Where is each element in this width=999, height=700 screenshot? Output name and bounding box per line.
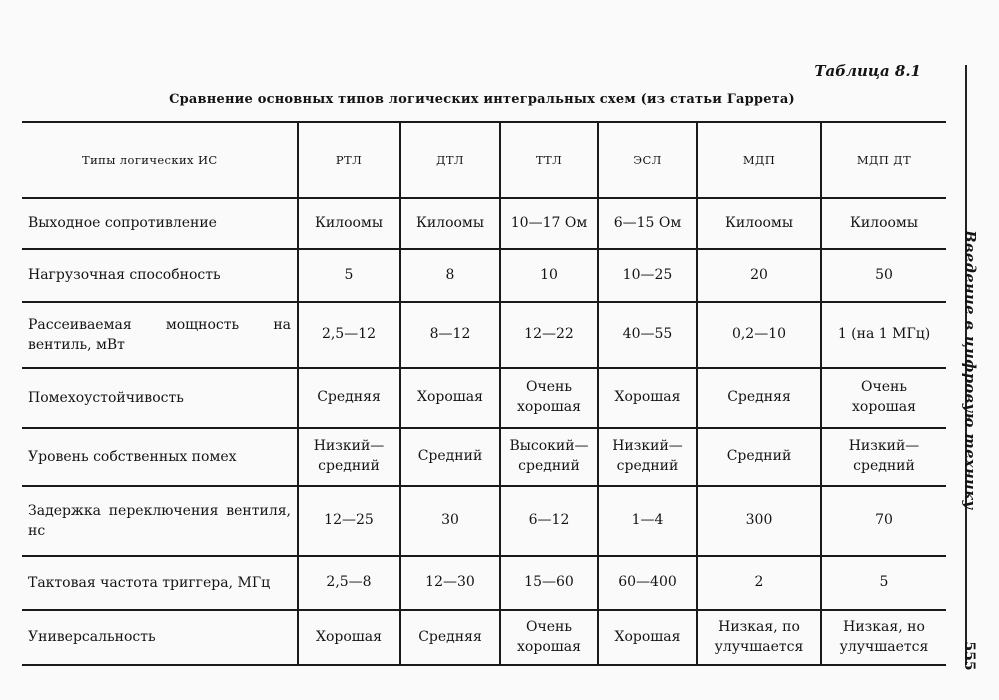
- row-param: Нагрузочная способность: [22, 249, 298, 302]
- table-cell: Средняя: [298, 368, 400, 428]
- table-cell: Низкая, но улучшается: [839, 618, 929, 655]
- table-cell: 30: [400, 486, 500, 556]
- table-cell: Хорошая: [598, 610, 697, 665]
- table-title: Сравнение основных типов логических интегральных схем (из статьи Гаррета): [169, 92, 795, 107]
- row-param: Универсальность: [22, 610, 298, 665]
- table-cell: 5: [298, 249, 400, 302]
- column-header-rtl: РТЛ: [298, 122, 400, 198]
- table-row: [22, 198, 946, 249]
- table-cell: Высокий—средний: [500, 428, 598, 486]
- header-row: [22, 122, 946, 198]
- table-cell: Низкий—средний: [848, 438, 920, 474]
- table-label: Таблица 8.1: [814, 62, 921, 80]
- table-cell: 10—25: [598, 249, 697, 302]
- table-cell: 1—4: [598, 486, 697, 556]
- table-cell: Хорошая: [298, 610, 400, 665]
- table-cell: 15—60: [500, 556, 598, 610]
- table-cell: Средний: [400, 428, 500, 486]
- table-cell: Средняя: [697, 368, 821, 428]
- row-param: Рассеиваемая мощность на вентиль, мВт: [22, 302, 298, 368]
- table-cell: 12—25: [298, 486, 400, 556]
- table-row: [22, 302, 946, 368]
- table-cell: 2,5—12: [298, 302, 400, 368]
- table-cell: 6—12: [500, 486, 598, 556]
- table-cell: 70: [875, 512, 893, 529]
- comparison-table: [22, 121, 946, 666]
- table-cell: 12—30: [400, 556, 500, 610]
- table-cell: 1 (на 1 МГц): [837, 326, 931, 343]
- row-param: Выходное сопротивление: [22, 198, 298, 249]
- table-cell: Килоомы: [697, 198, 821, 249]
- table-row: [22, 428, 946, 486]
- table-cell: 8: [400, 249, 500, 302]
- table-row: [22, 556, 946, 610]
- table-cell: Низкий—средний: [298, 428, 400, 486]
- table-cell: 20: [697, 249, 821, 302]
- table-row: [22, 486, 946, 556]
- column-header-ttl: ТТЛ: [500, 122, 598, 198]
- table-cell: 12—22: [500, 302, 598, 368]
- table-cell: Хорошая: [598, 368, 697, 428]
- table-cell: 6—15 Ом: [598, 198, 697, 249]
- table-cell: Низкая, по улучшается: [697, 610, 821, 665]
- page-number: 555: [961, 641, 977, 671]
- table-cell: 2,5—8: [298, 556, 400, 610]
- table-cell: Килоомы: [298, 198, 400, 249]
- table-cell: Очень хорошая: [500, 610, 598, 665]
- table-row: [22, 368, 946, 428]
- column-header-mos: МДП: [697, 122, 821, 198]
- row-param: Помехоустойчивость: [22, 368, 298, 428]
- table-cell: 10—17 Ом: [500, 198, 598, 249]
- table-cell: Очень хорошая: [500, 368, 598, 428]
- table-cell: 50: [875, 266, 893, 283]
- table-cell: 60—400: [598, 556, 697, 610]
- running-title: Введение в цифровую технику: [961, 230, 978, 510]
- table-cell: 40—55: [598, 302, 697, 368]
- table-cell: Средний: [697, 428, 821, 486]
- table-cell: Низкий—средний: [598, 428, 697, 486]
- row-param: Уровень собственных помех: [22, 428, 298, 486]
- column-header-dtl: ДТЛ: [400, 122, 500, 198]
- row-param: Тактовая частота триггера, МГц: [22, 556, 298, 610]
- column-header-types: Типы логических ИС: [22, 122, 298, 198]
- table-cell: 300: [697, 486, 821, 556]
- table-cell: Хорошая: [400, 368, 500, 428]
- table-cell: 2: [697, 556, 821, 610]
- table-row: [22, 249, 946, 302]
- column-header-ecl: ЭСЛ: [598, 122, 697, 198]
- table-cell: 0,2—10: [697, 302, 821, 368]
- row-param: Задержка переключения вентиля, нс: [22, 486, 298, 556]
- table-cell: 8—12: [400, 302, 500, 368]
- table-row: [22, 610, 946, 665]
- column-header-mos-dt: МДП ДТ: [856, 153, 912, 167]
- table-cell: Средняя: [400, 610, 500, 665]
- table-cell: Килоомы: [850, 214, 918, 231]
- table-cell: 10: [500, 249, 598, 302]
- table-cell: Килоомы: [400, 198, 500, 249]
- table-cell: 5: [879, 574, 889, 591]
- table-cell: Очень хорошая: [852, 379, 916, 415]
